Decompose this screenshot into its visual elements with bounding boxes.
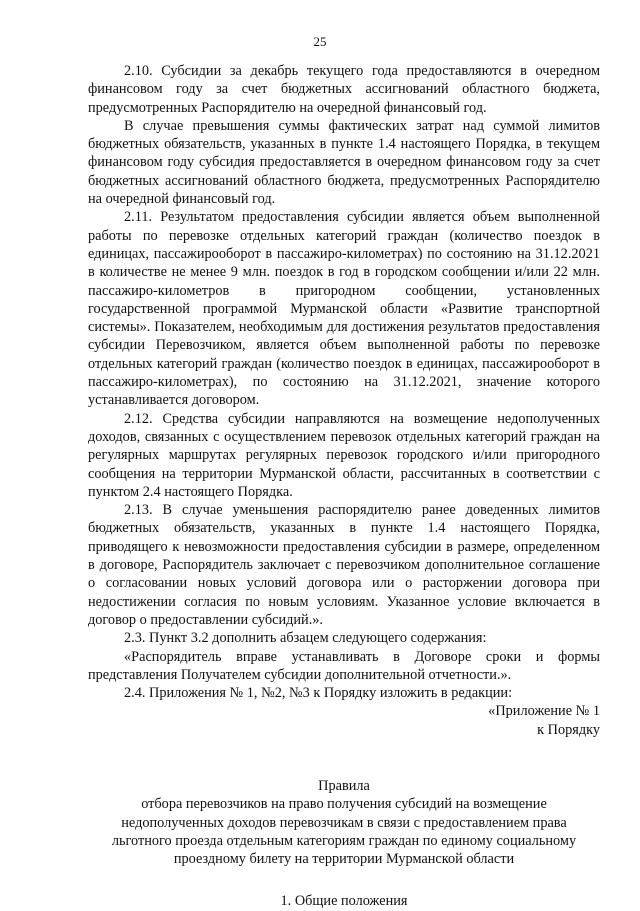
rules-subtitle: отбора перевозчиков на право получения субсидий на возмещение недополученных доходов перевозчикам в связи с предоставлением права льготного проезда отдельным категориям граждан по единому социальному проездному билету на территории Мурманской области: [111, 796, 577, 868]
appendix-to-order: к Порядку: [537, 721, 600, 738]
rules-title: Правила: [318, 777, 370, 794]
paragraph-2-4: 2.4. Приложения № 1, №2, №3 к Порядку изложить в редакции:: [124, 685, 513, 702]
paragraph-2-10: 2.10. Субсидии за декабрь текущего года предоставляются в очередном финансовом году за счет бюджетных ассигнований областного бюджета, предусмотренных Распорядителю на очередной финансовый год.: [88, 63, 600, 116]
paragraph-2-3: 2.3. Пункт 3.2 дополнить абзацем следующего содержания:: [124, 630, 487, 647]
paragraph-2-12: 2.12. Средства субсидии направляются на возмещение недополученных доходов, связанных с осуществлением перевозок отдельных категорий граждан на регулярных маршрутах регулярных перевозок городского и/или пригородного сообщения на территории Мурманской области, рассчитанных в соответствии с пунктом 2.4 настоящего Порядка.: [88, 410, 600, 500]
rules-title-block: [88, 777, 600, 868]
document-body: [88, 62, 600, 911]
paragraph-2-11: 2.11. Результатом предоставления субсидии является объем выполненной работы по перевозке отдельных категорий граждан (количество поездок в единицах, пассажирооборот в пассажиро-километрах) по состоянию на 31.12.2021 в количестве не менее 9 млн. поездок в год в городском сообщении и/или 22 млн. пассажиро-километров в пригородном сообщении, установленных государственной программой Мурманской области «Развитие транспортной системы». Показателем, необходимым для достижения результатов предоставления субсидии Перевозчиком, является объем выполненной работы по перевозке отдельных категорий граждан (количество поездок в единицах, пассажирооборот в пассажиро-километрах), по состоянию на 31.12.2021, значение которого устанавливается договором.: [88, 209, 600, 409]
appendix-label: «Приложение № 1: [488, 703, 600, 720]
spacer: [88, 739, 600, 777]
paragraph-excess-costs: В случае превышения суммы фактических затрат над суммой лимитов бюджетных обязательств, указанных в пункте 1.4 настоящего Порядка, в текущем финансовом году субсидия предоставляется в очередном финансовом году за счет бюджетных ассигнований областного бюджета, предусмотренных Распорядителю на очередной финансовый год.: [88, 117, 600, 208]
section-heading: 1. Общие положения: [280, 893, 408, 910]
page-number: 25: [313, 34, 327, 49]
paragraph-2-13: 2.13. В случае уменьшения распорядителю ранее доведенных лимитов бюджетных обязательств, указанных в пункте 1.4 настоящего Порядка, приводящего к невозможности предоставления субсидии в размере, определенном в договоре, Распорядитель заключает с перевозчиком дополнительное соглашение о согласовании новых условий договора или о расторжении договора при недостижении согласия по новым условиям. Указанное условие включается в договор о предоставлении субсидий.».: [88, 502, 600, 628]
paragraph-quote: «Распорядитель вправе устанавливать в Договоре сроки и формы представления Получателем субсидии дополнительной отчетности.».: [88, 648, 600, 683]
spacer: [88, 868, 600, 892]
